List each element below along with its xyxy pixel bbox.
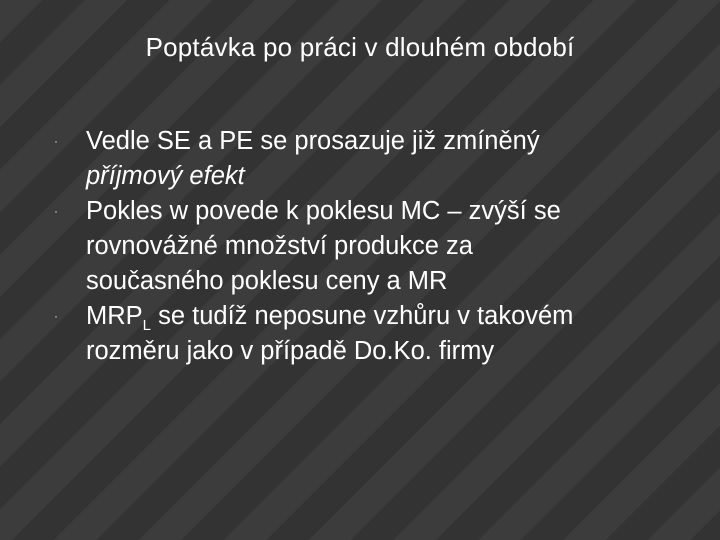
mrp-subscript: L	[142, 317, 152, 334]
bullet-item-1	[54, 124, 694, 194]
bullet-3-line-1-rest: se tudíž neposune vzhůru v takovém	[151, 302, 574, 330]
bullet-dot-icon: ·	[54, 134, 58, 148]
mrp-label: MRP	[86, 302, 143, 330]
bullet-2-line-3: současného poklesu ceny a MR	[86, 267, 448, 295]
bullet-1-line-2: příjmový efekt	[86, 162, 245, 190]
bullet-2-line-1: Pokles w povede k poklesu MC – zvýší se	[86, 197, 561, 225]
bullet-2-line-2: rovnovážné množství produkce za	[86, 232, 473, 260]
bullet-item-3	[54, 299, 694, 369]
bullet-list	[54, 124, 694, 369]
bullet-3-line-2: rozměru jako v případě Do.Ko. firmy	[86, 337, 495, 365]
bullet-item-2	[54, 194, 694, 299]
bullet-1-line-1: Vedle SE a PE se prosazuje již zmíněný	[86, 127, 540, 155]
bullet-dot-icon: ·	[54, 309, 58, 323]
bullet-3-line-1	[86, 299, 694, 334]
slide-title: Poptávka po práci v dlouhém období	[145, 32, 575, 62]
bullet-dot-icon: ·	[54, 204, 58, 218]
